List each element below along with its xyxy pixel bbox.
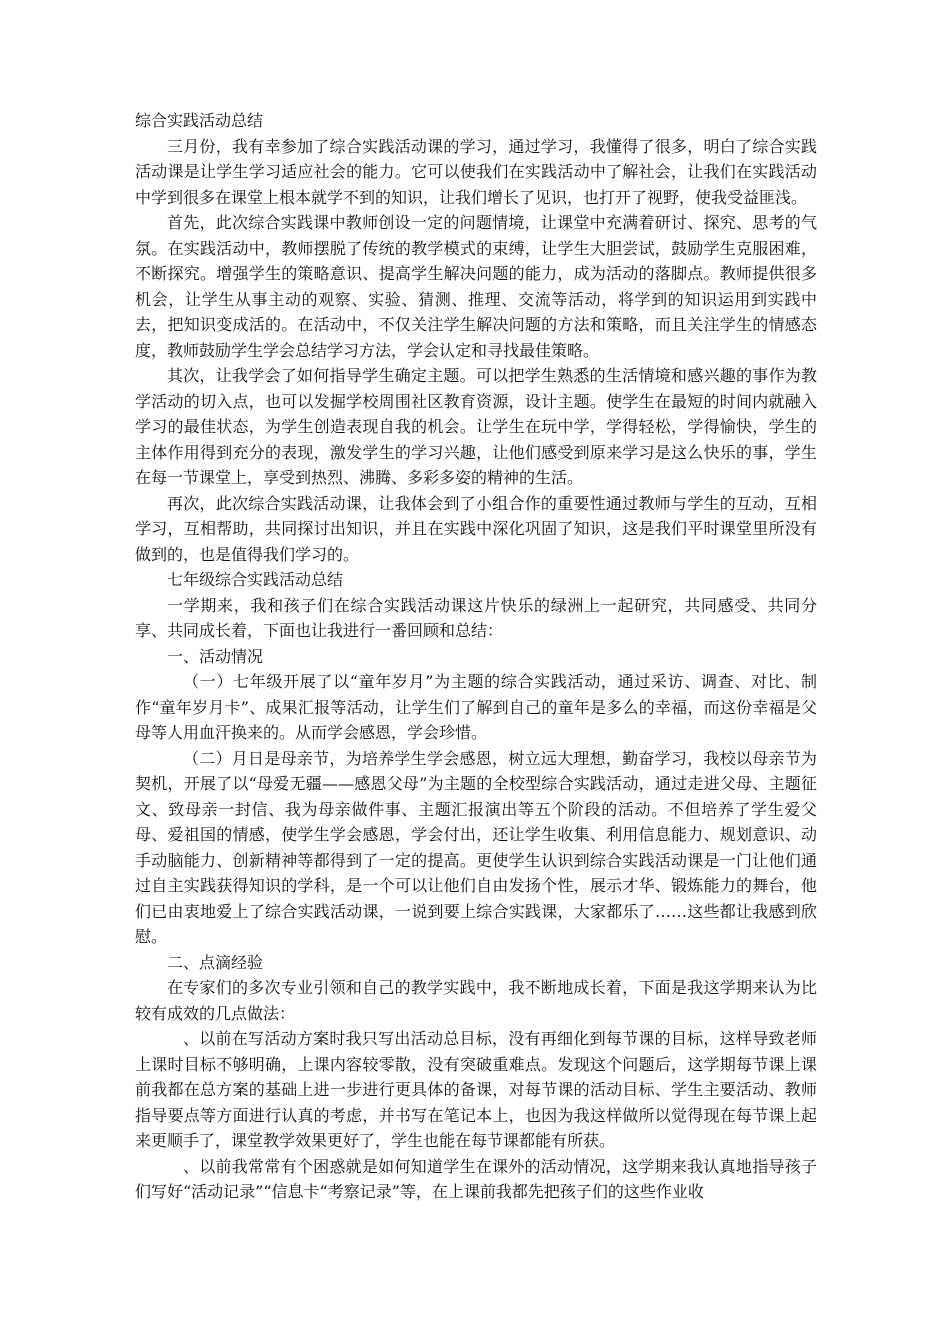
paragraph-activity-one: （一）七年级开展了以“童年岁月”为主题的综合实践活动，通过采访、调查、对比、制作“童年岁月卡”、成果汇报等活动，让学生们了解到自己的童年是多么的幸福，而这份幸福是父母等人用血汗换来的。从而学会感恩，学会珍惜。 bbox=[135, 672, 817, 742]
paragraph-intro: 三月份，我有幸参加了综合实践活动课的学习，通过学习，我懂得了很多，明白了综合实践活动课是让学生学习适应社会的能力。它可以使我们在实践活动中了解社会，让我们在实践活动中学到很多在课堂上根本就学不到的知识，让我们增长了见识，也打开了视野，使我受益匪浅。 bbox=[135, 136, 817, 207]
paragraph-experience-two: 、以前我常常有个困惑就是如何知道学生在课外的活动情况，这学期来我认真地指导孩子们写好“活动记录”“信息卡“考察记录”等，在上课前我都先把孩子们的这些作业收 bbox=[135, 1156, 817, 1201]
heading-activity-status: 一、活动情况 bbox=[167, 646, 264, 666]
paragraph-experience-one: 、以前在写活动方案时我只写出活动总目标，没有再细化到每节课的目标，这样导致老师上课时目标不够明确，上课内容较零散，没有突破重难点。发现这个问题后，这学期每节课上课前我都在总方案的基础上进一步进行更具体的备课，对每节课的活动目标、学生主要活动、教师指导要点等方面进行认真的考虑，并书写在笔记本上，也因为我这样做所以觉得现在每节课上起来更顺手了，课堂教学效果更好了，学生也能在每节课都能有所获。 bbox=[135, 1029, 817, 1150]
paragraph-semester-intro: 一学期来，我和孩子们在综合实践活动课这片快乐的绿洲上一起研究，共同感受、共同分享、共同成长着，下面也让我进行一番回顾和总结： bbox=[135, 595, 817, 640]
paragraph-experience-intro: 在专家们的多次专业引领和自己的教学实践中，我不断地成长着，下面是我这学期来认为比较有成效的几点做法： bbox=[135, 978, 817, 1023]
document-title: 综合实践活动总结 bbox=[135, 111, 264, 130]
heading-experience: 二、点滴经验 bbox=[167, 952, 264, 972]
paragraph-second: 其次，让我学会了如何指导学生确定主题。可以把学生熟悉的生活情境和感兴趣的事作为教学活动的切入点，也可以发掘学校周围社区教育资源，设计主题。使学生在最短的时间内就融入学习的最佳状态，为学生创造表现自我的机会。让学生在玩中学，学得轻松，学得愉快，学生的主体作用得到充分的表现，激发学生的学习兴趣，让他们感受到原来学习是这么快乐的事，学生在每一节课堂上，享受到热烈、沸腾、多彩多姿的精神的生活。 bbox=[135, 366, 817, 487]
paragraph-first: 首先，此次综合实践课中教师创设一定的问题情境，让课堂中充满着研讨、探究、思考的气氛。在实践活动中，教师摆脱了传统的教学模式的束缚，让学生大胆尝试，鼓励学生克服困难，不断探究。增强学生的策略意识、提高学生解决问题的能力，成为活动的落脚点。教师提供很多机会，让学生从事主动的观察、实验、猜测、推理、交流等活动，将学到的知识运用到实践中去，把知识变成活的。在活动中，不仅关注学生解决问题的方法和策略，而且关注学生的情感态度，教师鼓励学生学会总结学习方法，学会认定和寻找最佳策略。 bbox=[135, 213, 817, 360]
paragraph-activity-two: （二）月日是母亲节，为培养学生学会感恩，树立远大理想，勤奋学习，我校以母亲节为契机，开展了以“母爱无疆——感恩父母”为主题的全校型综合实践活动，通过走进父母、主题征文、致母亲一封信、我为母亲做件事、主题汇报演出等五个阶段的活动。不但培养了学生爱父母、爱祖国的情感，使学生学会感恩，学会付出，还让学生收集、利用信息能力、规划意识、动手动脑能力、创新精神等都得到了一定的提高。更使学生认识到综合实践活动课是一门让他们通过自主实践获得知识的学科，是一个可以让他们自由发扬个性，展示才华、锻炼能力的舞台，他们已由衷地爱上了综合实践活动课，一说到要上综合实践课，大家都乐了……这些都让我感到欣慰。 bbox=[135, 748, 817, 946]
document-page bbox=[135, 108, 817, 1205]
paragraph-third: 再次，此次综合实践活动课，让我体会到了小组合作的重要性通过教师与学生的互动，互相学习，互相帮助，共同探讨出知识，并且在实践中深化巩固了知识，这是我们平时课堂里所没有做到的，也是值得我们学习的。 bbox=[135, 493, 817, 564]
section-title-grade-seven: 七年级综合实践活动总结 bbox=[167, 570, 344, 589]
